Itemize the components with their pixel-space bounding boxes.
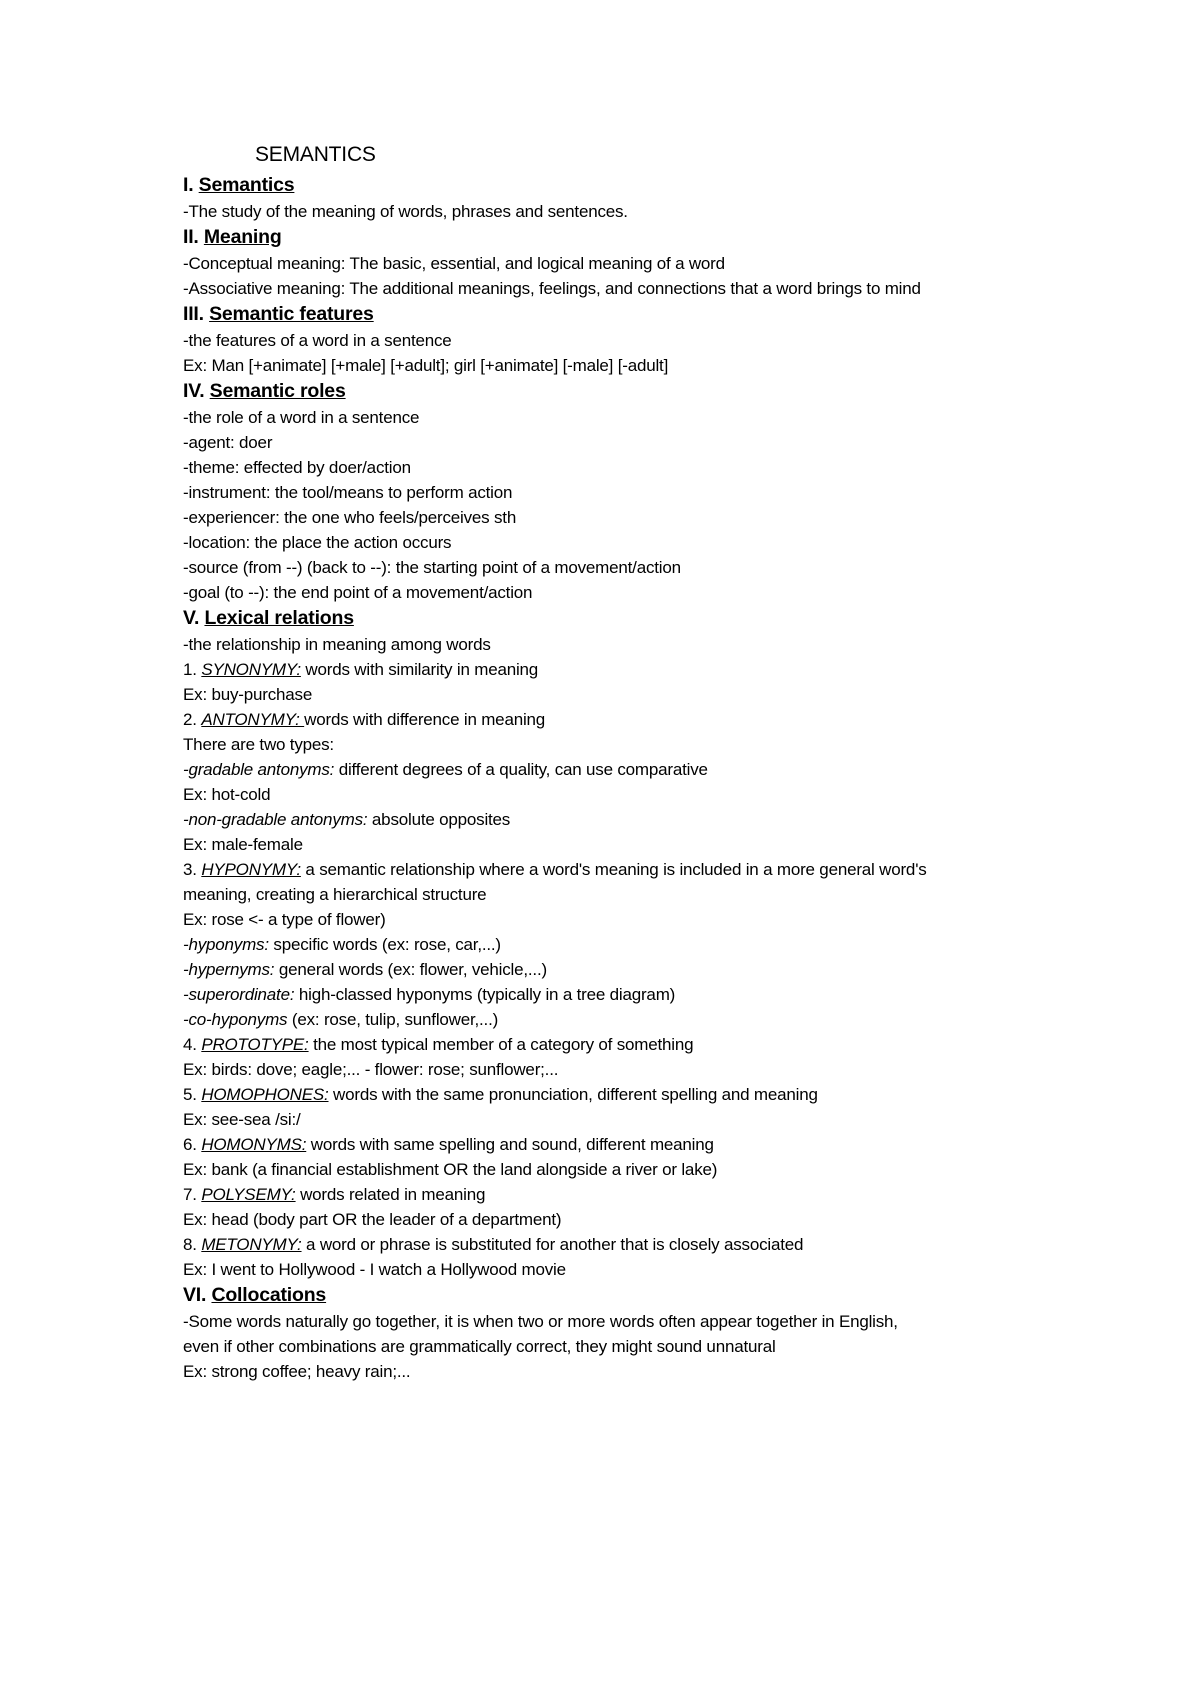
item-number: 3.: [183, 860, 197, 879]
example-line: Ex: see-sea /si:/: [183, 1110, 301, 1129]
item-number: 1.: [183, 660, 197, 679]
term-synonymy: SYNONYMY:: [201, 660, 301, 679]
term-definition: a semantic relationship where a word's meaning is included in a more general word's: [300, 860, 927, 879]
term-definition: the most typical member of a category of something: [308, 1035, 694, 1054]
subterm-definition: specific words (ex: rose, car,...): [268, 935, 501, 954]
section-heading-meaning: [183, 224, 1063, 251]
co-hyponyms-line: [183, 1007, 1063, 1032]
subterm-definition: (ex: rose, tulip, sunflower,...): [287, 1010, 499, 1029]
body-line: -the role of a word in a sentence: [183, 408, 420, 427]
term-homonyms: HOMONYMS:: [201, 1135, 307, 1154]
section-numeral: III.: [183, 303, 204, 325]
section-heading-semantic-roles: [183, 378, 1063, 405]
subterm: -non-gradable antonyms:: [183, 810, 368, 829]
subterm-definition: different degrees of a quality, can use comparative: [334, 760, 708, 779]
subterm-definition: high-classed hyponyms (typically in a tree diagram): [294, 985, 676, 1004]
body-line: -Conceptual meaning: The basic, essential, and logical meaning of a word: [183, 254, 725, 273]
document-title: SEMANTICS: [255, 143, 376, 166]
example-line: Ex: birds: dove; eagle;... - flower: rose; sunflower;...: [183, 1060, 559, 1079]
body-line: -experiencer: the one who feels/perceives sth: [183, 508, 517, 527]
document-body: [183, 140, 1063, 1384]
subterm: -co-hyponyms: [183, 1010, 288, 1029]
term-hyponymy: HYPONYMY:: [201, 860, 301, 879]
subterm: -gradable antonyms:: [183, 760, 335, 779]
subterm: -hyponyms:: [183, 935, 269, 954]
section-title: Semantic roles: [209, 380, 346, 402]
term-prototype: PROTOTYPE:: [201, 1035, 309, 1054]
non-gradable-antonyms-line: [183, 807, 1063, 832]
term-metonymy: METONYMY:: [201, 1235, 302, 1254]
prototype-definition: [183, 1032, 1063, 1057]
body-line: There are two types:: [183, 735, 334, 754]
section-title: Semantics: [198, 174, 295, 196]
section-numeral: I.: [183, 174, 194, 196]
hyponymy-definition: [183, 857, 1063, 882]
body-line: -Some words naturally go together, it is when two or more words often appear together in English,: [183, 1312, 898, 1331]
example-line: Ex: male-female: [183, 835, 303, 854]
section-title: Meaning: [203, 226, 282, 248]
section-numeral: VI.: [183, 1284, 207, 1306]
subterm-definition: absolute opposites: [367, 810, 511, 829]
polysemy-definition: [183, 1182, 1063, 1207]
antonymy-definition: [183, 707, 1063, 732]
item-number: 6.: [183, 1135, 197, 1154]
item-number: 7.: [183, 1185, 197, 1204]
body-line: -instrument: the tool/means to perform action: [183, 483, 513, 502]
example-line: Ex: strong coffee; heavy rain;...: [183, 1362, 411, 1381]
section-title: Semantic features: [209, 303, 374, 325]
section-title: Collocations: [211, 1284, 327, 1306]
body-line: -goal (to --): the end point of a movement/action: [183, 583, 533, 602]
subterm: -hypernyms:: [183, 960, 275, 979]
body-line: -the relationship in meaning among words: [183, 635, 491, 654]
hyponyms-line: [183, 932, 1063, 957]
metonymy-definition: [183, 1232, 1063, 1257]
example-line: Ex: rose <- a type of flower): [183, 910, 386, 929]
section-numeral: V.: [183, 607, 200, 629]
term-antonymy: ANTONYMY:: [201, 710, 305, 729]
term-definition: words with the same pronunciation, different spelling and meaning: [328, 1085, 818, 1104]
example-line: Ex: buy-purchase: [183, 685, 313, 704]
section-heading-lexical-relations: [183, 605, 1063, 632]
term-definition: words related in meaning: [295, 1185, 486, 1204]
body-line: even if other combinations are grammatically correct, they might sound unnatural: [183, 1337, 776, 1356]
body-line: -agent: doer: [183, 433, 273, 452]
example-line: Ex: head (body part OR the leader of a department): [183, 1210, 562, 1229]
subterm: -superordinate:: [183, 985, 295, 1004]
section-numeral: II.: [183, 226, 199, 248]
section-heading-semantics: [183, 172, 1063, 199]
body-line: -location: the place the action occurs: [183, 533, 452, 552]
subterm-definition: general words (ex: flower, vehicle,...): [274, 960, 547, 979]
term-definition: a word or phrase is substituted for another that is closely associated: [301, 1235, 804, 1254]
body-line: -the features of a word in a sentence: [183, 331, 452, 350]
section-title: Lexical relations: [204, 607, 354, 629]
term-polysemy: POLYSEMY:: [201, 1185, 296, 1204]
body-line: -source (from --) (back to --): the starting point of a movement/action: [183, 558, 681, 577]
body-line: -Associative meaning: The additional meanings, feelings, and connections that a word brings to mind: [183, 279, 921, 298]
term-definition: words with difference in meaning: [304, 710, 546, 729]
section-numeral: IV.: [183, 380, 205, 402]
item-number: 5.: [183, 1085, 197, 1104]
section-heading-semantic-features: [183, 301, 1063, 328]
superordinate-line: [183, 982, 1063, 1007]
example-line: Ex: I went to Hollywood - I watch a Hollywood movie: [183, 1260, 566, 1279]
body-line: -theme: effected by doer/action: [183, 458, 411, 477]
term-definition: words with similarity in meaning: [300, 660, 539, 679]
item-number: 8.: [183, 1235, 197, 1254]
item-number: 4.: [183, 1035, 197, 1054]
body-line: Ex: Man [+animate] [+male] [+adult]; girl [+animate] [-male] [-adult]: [183, 356, 669, 375]
term-homophones: HOMOPHONES:: [201, 1085, 329, 1104]
body-line: -The study of the meaning of words, phrases and sentences.: [183, 202, 628, 221]
term-definition: words with same spelling and sound, different meaning: [306, 1135, 714, 1154]
gradable-antonyms-line: [183, 757, 1063, 782]
example-line: Ex: bank (a financial establishment OR the land alongside a river or lake): [183, 1160, 718, 1179]
homophones-definition: [183, 1082, 1063, 1107]
homonyms-definition: [183, 1132, 1063, 1157]
hypernyms-line: [183, 957, 1063, 982]
synonymy-definition: [183, 657, 1063, 682]
section-heading-collocations: [183, 1282, 1063, 1309]
example-line: Ex: hot-cold: [183, 785, 271, 804]
body-line: meaning, creating a hierarchical structure: [183, 885, 487, 904]
item-number: 2.: [183, 710, 197, 729]
